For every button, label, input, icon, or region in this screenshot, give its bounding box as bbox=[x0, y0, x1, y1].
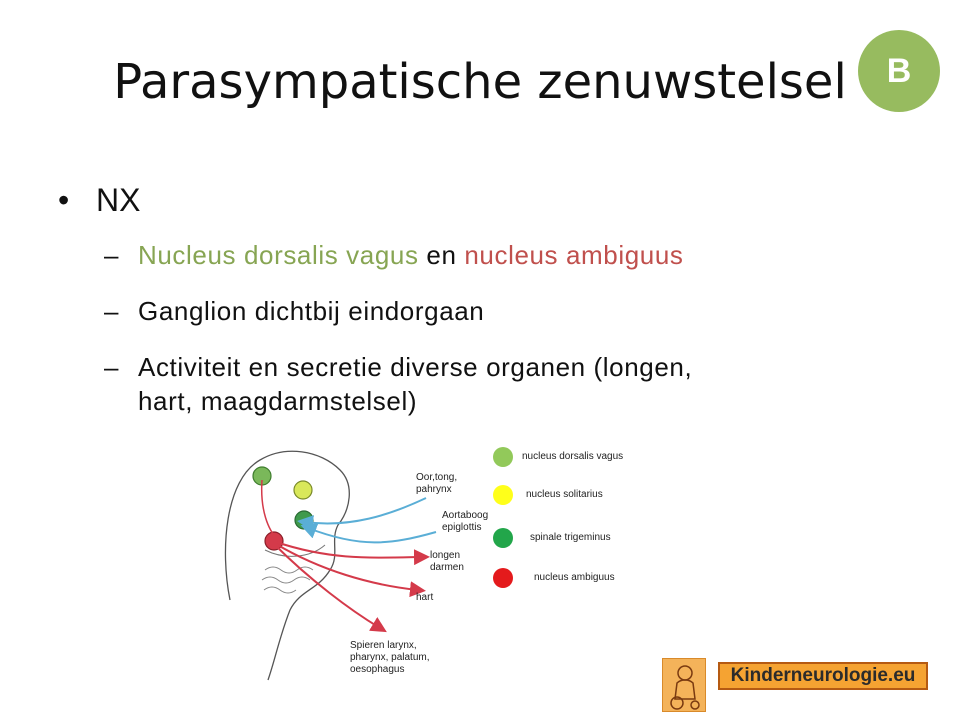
vagus-diagram bbox=[190, 440, 650, 702]
nucleus-ambiguus-text: nucleus ambiguus bbox=[464, 240, 684, 270]
dash-icon: – bbox=[104, 296, 120, 326]
legend-dot-solitarius bbox=[493, 485, 513, 505]
sub-bullet-nuclei bbox=[58, 238, 858, 272]
logo-text: Kinderneurologie.eu bbox=[718, 662, 928, 690]
spinale-trigeminus-mark bbox=[295, 511, 313, 529]
legend-label-trigeminus: spinale trigeminus bbox=[530, 532, 611, 543]
legend-dot-dorsalis bbox=[493, 447, 513, 467]
sensory-arrow-1 bbox=[305, 498, 426, 523]
sensory-arrow-2 bbox=[308, 528, 436, 542]
nucleus-solitarius-mark bbox=[294, 481, 312, 499]
dash-icon: – bbox=[104, 240, 120, 270]
kinderneurologie-logo bbox=[660, 656, 932, 714]
legend-dot-trigeminus bbox=[493, 528, 513, 548]
brainstem-squiggle bbox=[262, 567, 313, 593]
bullet-dot-icon: • bbox=[58, 182, 70, 218]
label-hart: hart bbox=[416, 592, 434, 603]
brainstem-outline bbox=[225, 451, 349, 680]
legend-label-dorsalis: nucleus dorsalis vagus bbox=[522, 451, 624, 462]
logo-figure-icon bbox=[662, 658, 706, 712]
connector-text: en bbox=[418, 240, 465, 270]
legend-dot-ambiguus bbox=[493, 568, 513, 588]
nucleus-dorsalis-text: Nucleus dorsalis vagus bbox=[138, 240, 419, 270]
slide-title: Parasympatische zenuwstelsel bbox=[113, 54, 847, 110]
section-badge: B bbox=[858, 30, 940, 112]
label-longen: longen darmen bbox=[430, 550, 464, 573]
activity-text-line2: hart, maagdarmstelsel) bbox=[138, 386, 418, 416]
bullet-list bbox=[58, 178, 858, 418]
legend-label-ambiguus: nucleus ambiguus bbox=[534, 572, 615, 583]
bullet-nx-text: NX bbox=[96, 182, 141, 218]
bullet-nx bbox=[58, 178, 858, 222]
sub-bullet-activity bbox=[58, 350, 858, 418]
legend-label-solitarius: nucleus solitarius bbox=[526, 489, 603, 500]
sub-bullet-ganglion bbox=[58, 294, 858, 328]
label-spieren: Spieren larynx, pharynx, palatum, oesophagus bbox=[350, 640, 430, 675]
activity-text-line1: Activiteit en secretie diverse organen (longen, bbox=[138, 352, 693, 382]
motor-arrow-top bbox=[262, 480, 278, 540]
dash-icon: – bbox=[104, 352, 120, 382]
ganglion-text: Ganglion dichtbij eindorgaan bbox=[138, 296, 485, 326]
label-oor: Oor,tong, pahrynx bbox=[416, 472, 458, 495]
label-aorta: Aortaboog epiglottis bbox=[442, 510, 489, 533]
